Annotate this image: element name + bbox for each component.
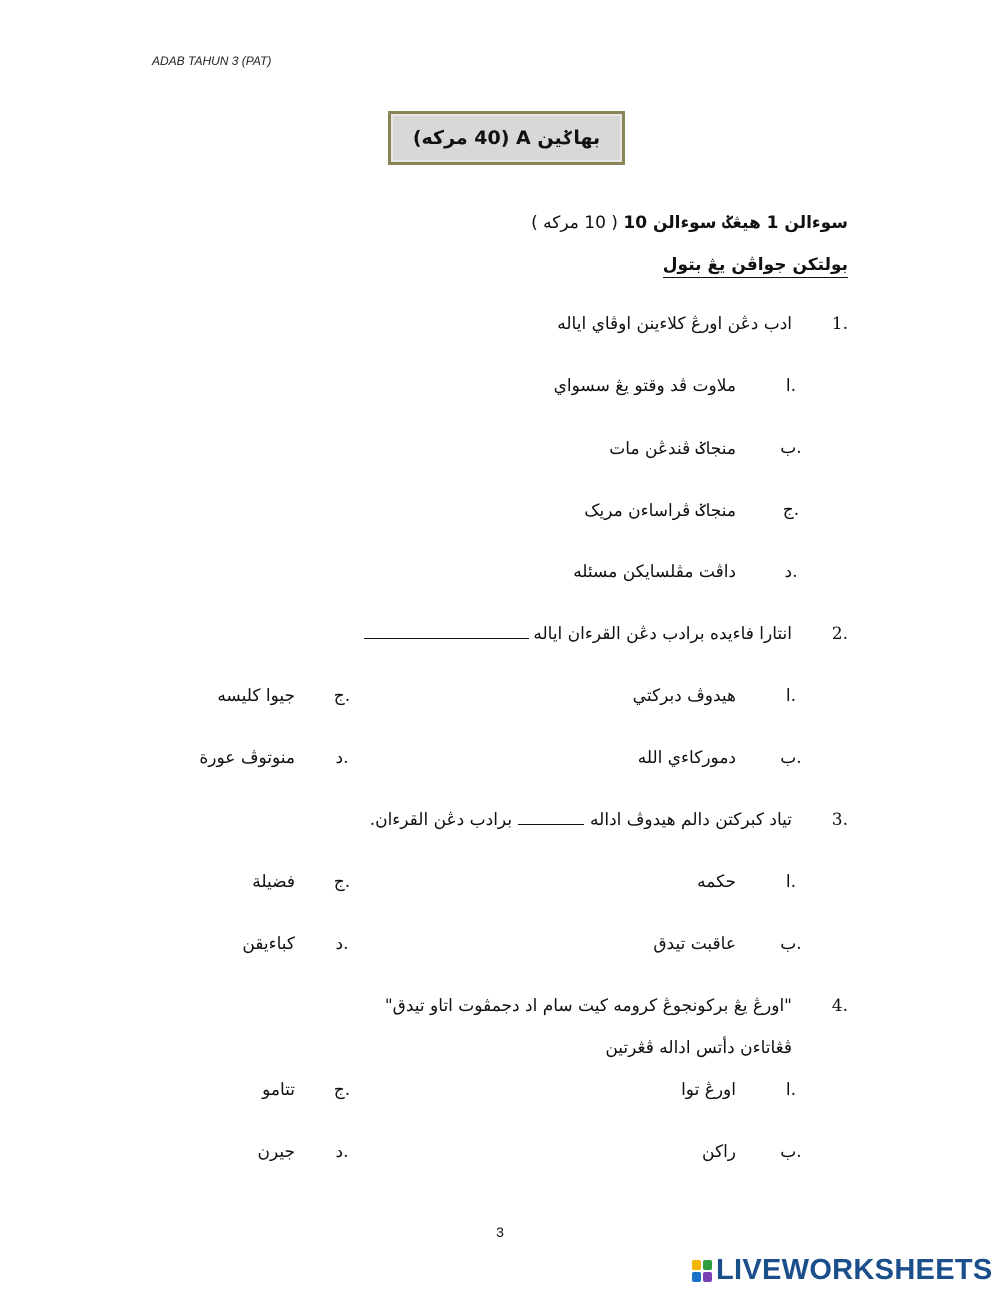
q2-option-d-text: منوتوڤ عورة <box>199 748 295 768</box>
q3-option-d-text: كباءيقن <box>242 934 295 954</box>
question-1-number: 1. <box>831 314 848 334</box>
logo-square-icon <box>692 1260 701 1270</box>
q4-option-b-label: ب. <box>780 1142 802 1162</box>
q1-option-b-text: منجاݢ ڤندڠن مات <box>609 439 736 459</box>
q4-option-a-label: ا. <box>785 1080 797 1100</box>
page-header: ADAB TAHUN 3 (PAT) <box>152 54 272 68</box>
q4-option-d-text: جيرن <box>257 1142 295 1162</box>
logo-square-icon <box>703 1272 712 1282</box>
q1-option-a-label: ا. <box>785 376 797 396</box>
q3-option-a-text: حكمه <box>697 872 736 892</box>
q2-option-a-label: ا. <box>785 686 797 706</box>
question-2-text: انتارا فاءيده برادب دڠن القرءان اياله <box>533 624 792 644</box>
q4-option-c-text: تتامو <box>262 1080 295 1100</box>
instruction-range <box>531 212 848 233</box>
q4-option-d-label: د. <box>335 1142 349 1162</box>
q2-option-b-text: دموركاءي الله <box>637 748 736 768</box>
question-3-text-before: تياد كبركتن دالم هيدوڤ اداله <box>590 810 792 830</box>
q3-option-c-text: فضيلة <box>252 872 295 892</box>
question-2-number: 2. <box>831 624 848 644</box>
q2-option-d-label: د. <box>335 748 349 768</box>
q3-option-b-text: عاقبت تيدق <box>653 934 736 954</box>
instruction-range-text: سوءالن 1 هيڠݢ سوءالن 10 <box>623 213 848 233</box>
question-2 <box>360 624 792 644</box>
instruction-task: بولتكن جواڤن يڠ بتول <box>663 255 848 278</box>
section-title-box <box>388 111 625 165</box>
q1-option-d-label: د. <box>784 562 798 582</box>
q3-option-d-label: د. <box>335 934 349 954</box>
q4-option-b-text: راكن <box>702 1142 736 1162</box>
q1-option-c-text: منجاݢ ڤراساءن مريک <box>584 501 736 521</box>
q1-option-b-label: ب. <box>780 438 802 458</box>
q3-option-c-label: ج. <box>333 872 351 892</box>
liveworksheets-logo[interactable] <box>692 1254 993 1287</box>
question-3 <box>370 810 792 830</box>
q4-option-a-text: اورڠ توا <box>681 1080 736 1100</box>
q2-option-b-label: ب. <box>780 748 802 768</box>
question-3-number: 3. <box>831 810 848 830</box>
q4-option-c-label: ج. <box>333 1080 351 1100</box>
q1-option-a-text: ملاوت ڤد وقتو يڠ سسواي <box>553 376 736 396</box>
question-4-text-line2: ڤڠاتاءن دأتس اداله ڤڠرتين <box>605 1038 792 1058</box>
q1-option-c-label: ج. <box>782 500 800 520</box>
q1-option-d-text: داڤت مڤلسايكن مسئله <box>573 562 736 582</box>
q2-option-a-text: هيدوڤ دبركتي <box>632 686 736 706</box>
q2-option-c-text: جيوا كليسه <box>217 686 295 706</box>
liveworksheets-text: LIVEWORKSHEETS <box>716 1254 993 1286</box>
question-4-text: "اورڠ يڠ بركونجوڠ كرومه كيت سام اد دجمڤوت اتاو تيدق" <box>384 996 792 1016</box>
liveworksheets-icon <box>692 1260 712 1282</box>
instruction-marks: ( 10 مركه ) <box>531 213 618 233</box>
question-4-number: 4. <box>831 996 848 1016</box>
answer-blank <box>364 637 529 639</box>
q2-option-c-label: ج. <box>333 686 351 706</box>
q3-option-b-label: ب. <box>780 934 802 954</box>
logo-square-icon <box>703 1260 712 1270</box>
question-1-text: ادب دڠن اورڠ كلاءينن اوڤاي اياله <box>557 314 792 334</box>
q3-option-a-label: ا. <box>785 872 797 892</box>
answer-blank <box>518 823 584 825</box>
question-3-text-after: برادب دڠن القرءان. <box>369 810 513 830</box>
section-title: بهاݢين A (40 مركه) <box>412 127 601 149</box>
page-number: 3 <box>496 1224 504 1240</box>
logo-square-icon <box>692 1272 701 1282</box>
